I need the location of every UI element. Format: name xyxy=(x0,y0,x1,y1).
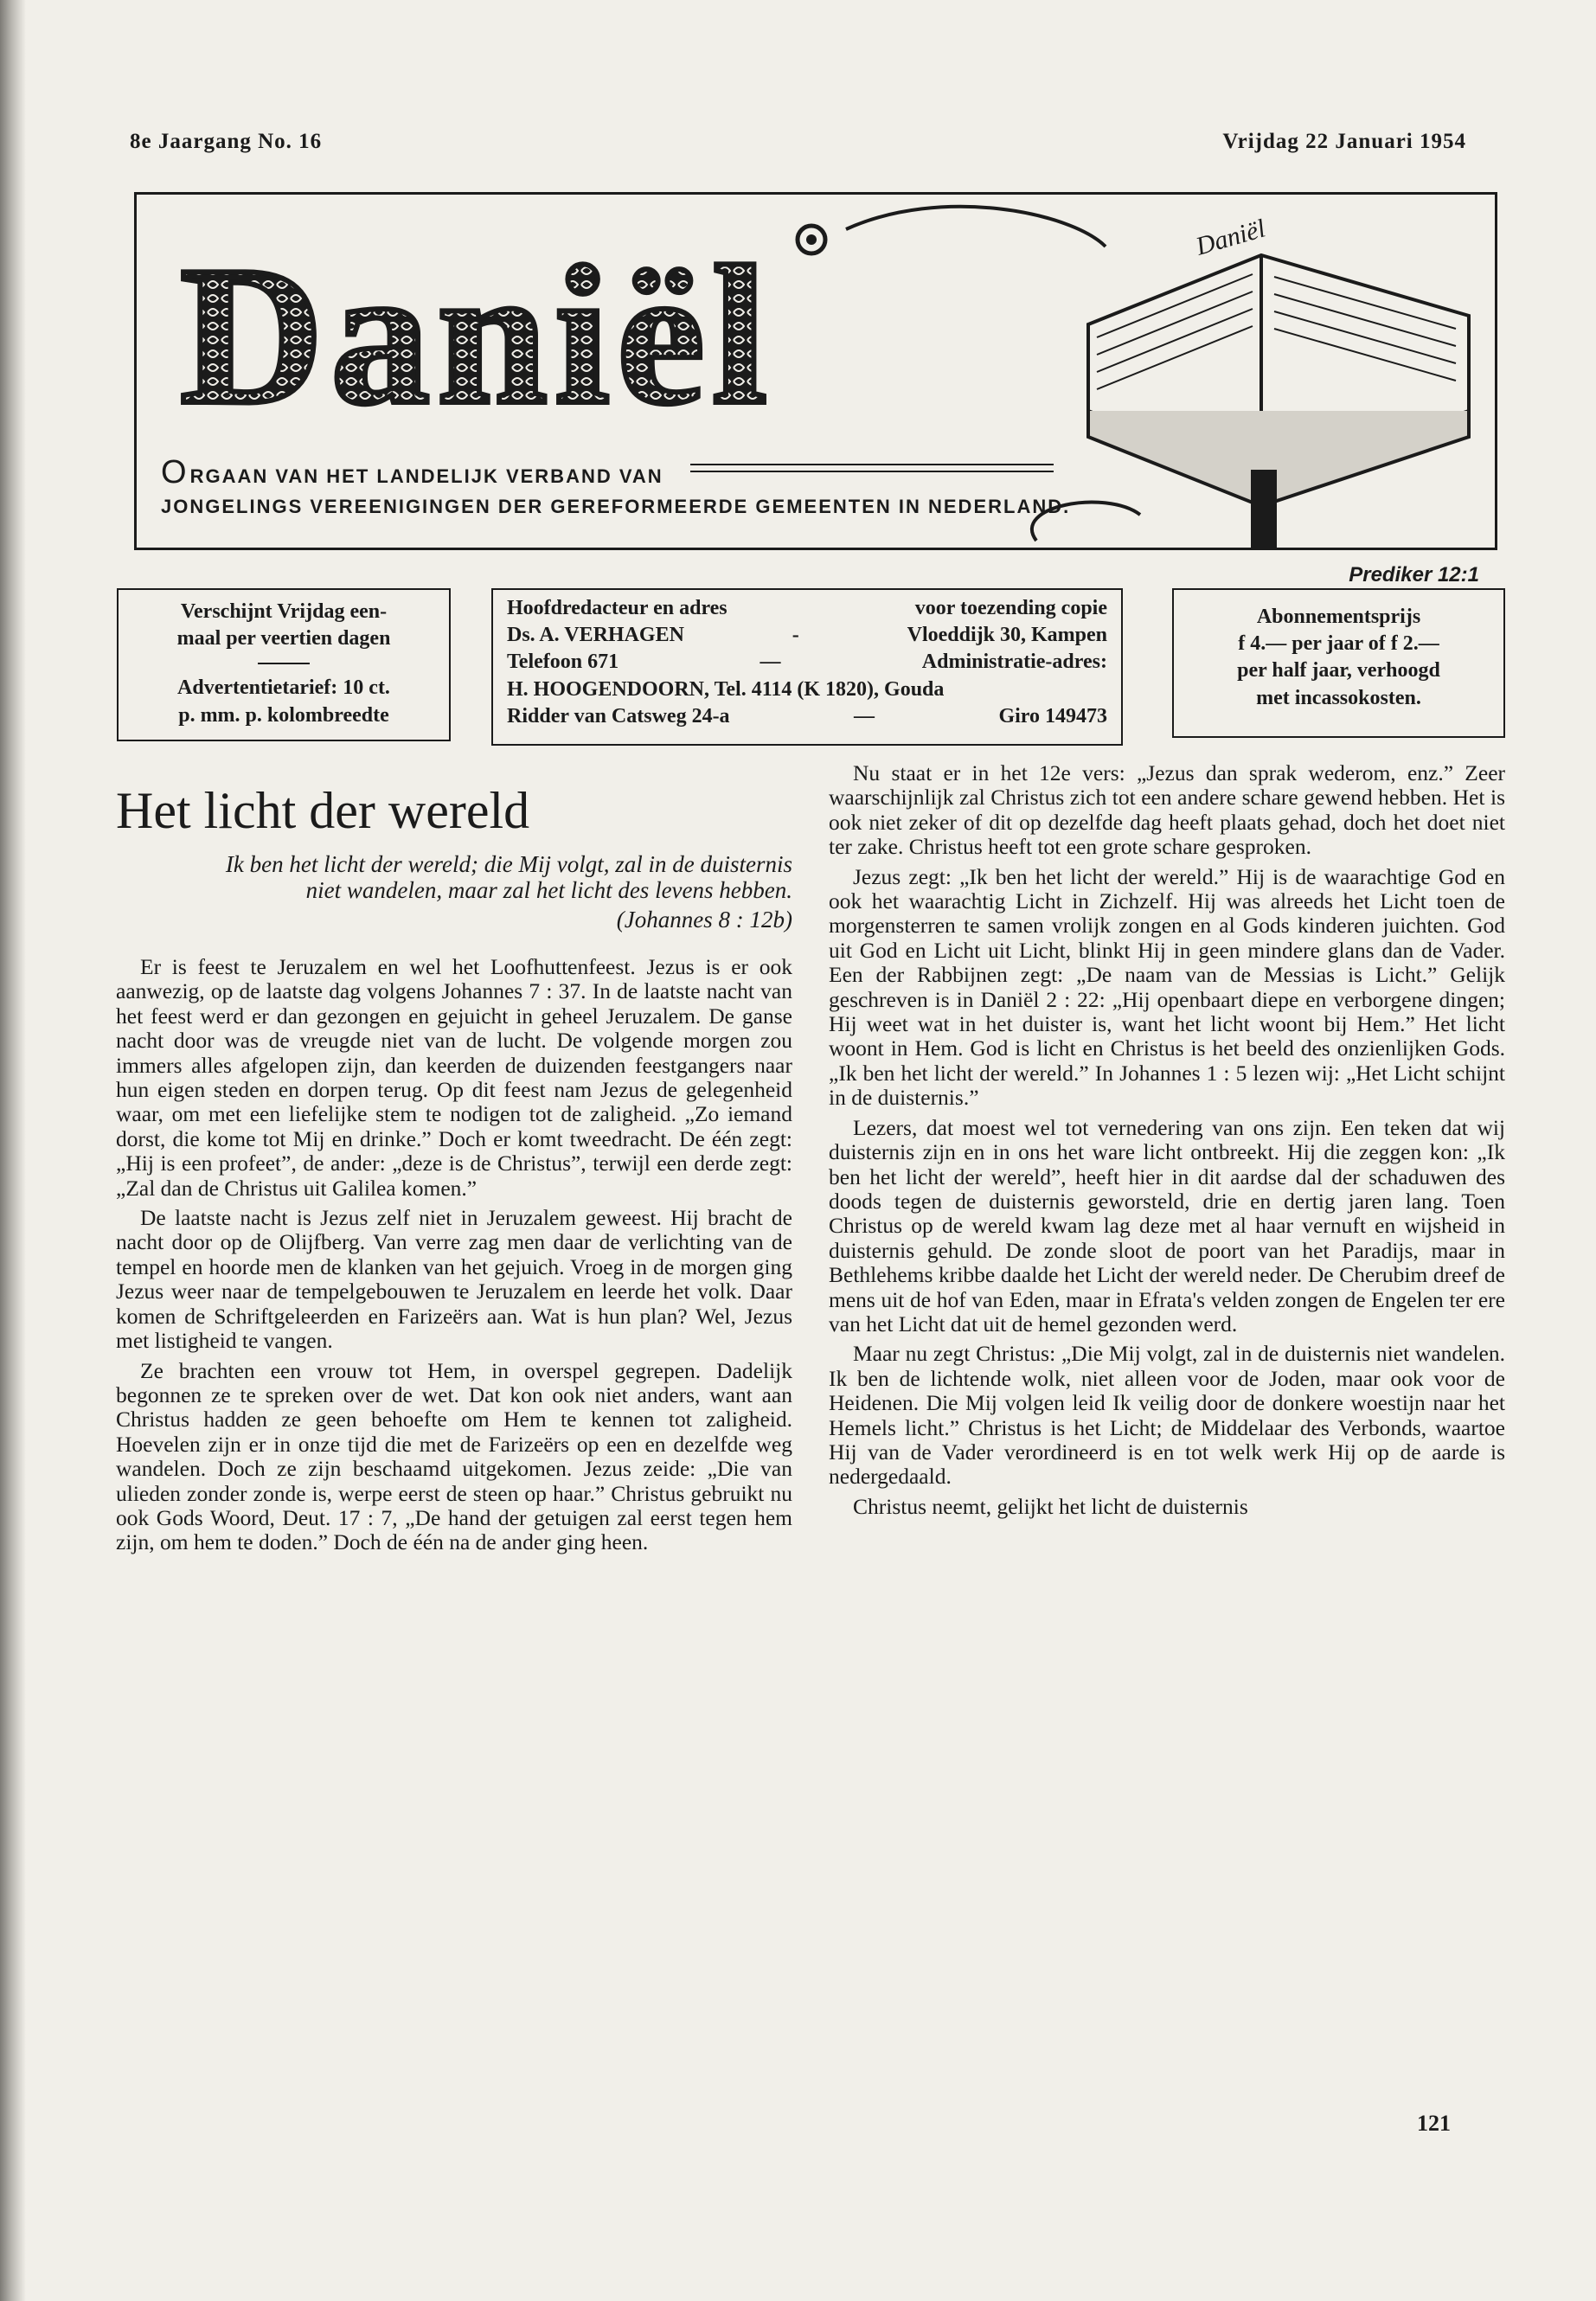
page-number: 121 xyxy=(1417,2111,1451,2136)
volume-number: 8e Jaargang No. 16 xyxy=(130,130,323,153)
subtitle-line-2: JONGELINGS VEREENIGINGEN DER GEREFORMEERDE GEMEENTEN IN NEDERLAND. xyxy=(161,496,1071,517)
paragraph: Christus neemt, gelijkt het licht de duisternis xyxy=(853,1493,1248,1519)
ribbon-swirl-icon xyxy=(846,207,1106,247)
paragraph: De laatste nacht is Jezus zelf niet in Jeruzalem geweest. Hij bracht de nacht door op de Olijfberg. Van verre zag men daar de verlichting van de tempel en hoorde men de klanken van het gejuich. Vroeg in de morgen ging Jezus weer naar de tempelgebouwen te Jeruzalem en leerde het volk. Daar komen de Schriftgeleerden en Farizeërs aan. Wat is hun plan? Wel, Jezus met listigheid te vangen. xyxy=(116,1205,792,1354)
logo-wordmark: Daniël xyxy=(180,225,774,445)
book-label: Daniël xyxy=(1192,214,1269,261)
subscription-box: Abonnementsprijs f 4.— per jaar of f 2.— per half jaar, verhoogd met incassokosten. xyxy=(1172,588,1505,738)
epigraph-reference: (Johannes 8 : 12b) xyxy=(616,907,792,933)
article-column-left xyxy=(116,761,792,1561)
box-row: H. HOOGENDOORN, Tel. 4114 (K 1820), Gouda xyxy=(507,677,945,701)
box-row: Ridder van Catsweg 24-a — Giro 149473 xyxy=(507,704,1107,727)
article-title: Het licht der wereld xyxy=(116,782,530,839)
subtitle-line-1: ORGAAN VAN HET LANDELIJK VERBAND VAN xyxy=(161,454,663,490)
verse-reference: Prediker 12:1 xyxy=(1349,563,1479,586)
paragraph: Lezers, dat moest wel tot vernedering van ons zijn. Een teken dat wij duisternis zijn en in ons het ware licht ontbreekt. Hij die zeggen kon: „Ik ben het licht der wereld”, heeft hier in dit aardse dal der schaduwen des doods tegen de duisternis geworsteld, drie en dertig jaren lang. Toen Christus op de wereld kwam lag deze met al haar vernuft en wijsheid in duisternis gehuld. De zonde sloot de poort van het Paradijs, maar in Bethlehems kribbe daalde het Licht der wereld neder. De Cherubim dreef de mens uit de hof van Eden, maar in Efrata's velden zongen de Engelen ter ere van het Licht dat uit de hemel gezonden werd. xyxy=(829,1114,1505,1336)
article-column-right xyxy=(829,761,1505,1524)
paragraph: Jezus zegt: „Ik ben het licht der wereld.” Hij is de waarachtige God en ook het waarachtig Licht in Zichzelf. Hij was alreeds het Licht toen de morgensterren te samen vrolijk zongen en al Gods kinderen juichten. God uit God en Licht uit Licht, blinkt Hij in geen mindere glans dan de Vader. Een der Rabbijnen zegt: „De naam van de Messias is Licht.” Gelijk geschreven is in Daniël 2 : 22: „Hij openbaart diepe en verborgene dingen; Hij weet wat in het duister is, want het licht woont bij Hem.” Het licht woont in Hem. God is licht en Christus is het beeld des onzienlijken Gods. „Ik ben het licht der wereld.” In Johannes 1 : 5 lezen wij: „Het Licht schijnt in de duisternis.” xyxy=(829,863,1505,1111)
paragraph: Er is feest te Jeruzalem en wel het Loofhuttenfeest. Jezus is er ook aanwezig, op de laatste dag volgens Johannes 7 : 37. In de laatste nacht van het feest werd er dan gezongen en gejuicht in geheel Jeruzalem. De ganse nacht door was de vreugde niet van de lucht. De volgende morgen zou immers alles afgelopen zijn, dan keerden de duizenden feestgangers naar hun eigen steden en dorpen terug. Op dit feest nam Jezus de gelegenheid waar, om met een liefelijke stem te nodigen tot de zaligheid. „Zo iemand dorst, die kome tot Mij en drinke.” Doch er komt tweedracht. De één zegt: „Hij is een profeet”, de ander: „deze is de Christus”, terwijl een derde zegt: „Zal dan de Christus uit Galilea komen.” xyxy=(116,954,792,1201)
divider xyxy=(258,663,310,664)
box-row: Hoofdredacteur en adres voor toezending copie xyxy=(507,597,1107,619)
editorial-address-box xyxy=(491,588,1123,746)
paragraph: Nu staat er in het 12e vers: „Jezus dan sprak wederom, enz.” Zeer waarschijnlijk zal Christus zich tot een andere schare gewend hebben. Het is ook niet zeker of dit op dezelfde dag heeft plaats gehad, doch het doet niet ter zake. Christus heeft tot een grote schare gesproken. xyxy=(829,760,1505,860)
box-row: Telefoon 671 — Administratie-adres: xyxy=(507,651,1107,674)
open-book-icon xyxy=(1032,255,1469,548)
epigraph: Ik ben het licht der wereld; die Mij volgt, zal in de duisternis niet wandelen, maar zal het licht des levens hebben. (Johannes 8 : 12b) xyxy=(215,851,792,933)
paragraph: Maar nu zegt Christus: „Die Mij volgt, zal in de duisternis niet wandelen. Ik ben de lichtende wolk, niet alleen voor de Joden, maar ook voor de Heidenen. Die Mij volgen leid Ik veilig door de donkere woestijn naar het Hemels licht.” Christus is het Licht; de Middelaar des Verbonds, waartoe Hij van de Vader verordineerd is en tot welk werk Hij op de aarde is nedergedaald. xyxy=(829,1341,1505,1490)
paragraph: Ze brachten een vrouw tot Hem, in overspel gegrepen. Dadelijk begonnen ze te spreken over de wet. Dat kon ook niet anders, want aan Christus hadden ze geen behoefte om Hem te kennen tot zaligheid. Hoevelen zijn er in onze tijd die met de Farizeërs op een en dezelfde weg wandelen. Doch ze zijn beschaamd uitgekomen. Jezus zeide: „Die van ulieden zonder zonde is, werpe eerst de steen op haar.” Christus gebruikt nu ook Gods Woord, Deut. 17 : 7, „De hand der getuigen zal eerst tegen hem zijn, om hem te doden.” Doch de één na de ander ging heen. xyxy=(116,1357,792,1555)
scan-shadow xyxy=(0,0,26,2301)
publication-info-box: Verschijnt Vrijdag een- maal per veertien dagen Advertentietarief: 10 ct. p. mm. p. kolombreedte xyxy=(117,588,451,741)
box-row: Ds. A. VERHAGEN - Vloeddijk 30, Kampen xyxy=(507,624,1107,647)
masthead xyxy=(134,192,1497,586)
masthead-logo xyxy=(137,195,1495,548)
issue-date: Vrijdag 22 Januari 1954 xyxy=(1222,130,1466,153)
